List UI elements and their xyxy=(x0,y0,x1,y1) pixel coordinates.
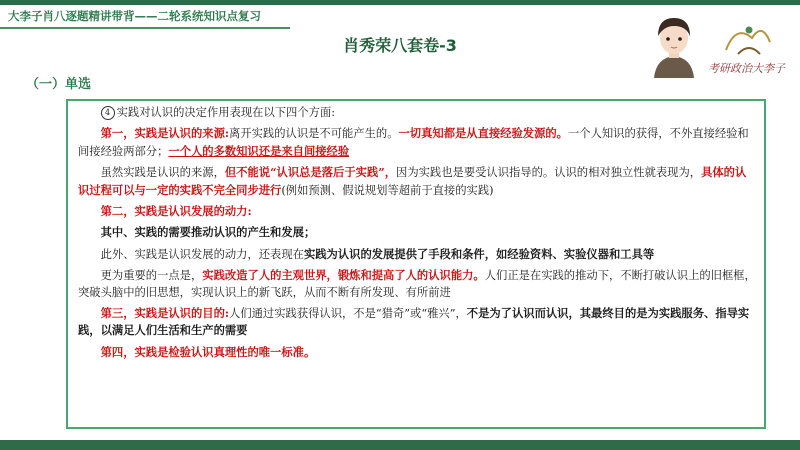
series-title-underline xyxy=(0,27,290,29)
subjective-world-paragraph: 更为重要的一点是，实践改造了人的主观世界，锻炼和提高了人的认识能力。人们正是在实践的推动下，不断打破认识上的旧框框，突破头脑中的旧思想，实现认识上的新飞跃，从而不断有所发现、有所前进 xyxy=(78,268,756,299)
relative-independence-paragraph: 虽然实践是认识的来源，但不能说“认识总是落后于实践”，因为实践也是要受认识指导的。认识的相对独立性就表现为，具体的认识过程可以与一定的实践不完全同步进行(例如预测、假说规划等超前于直接的实践) xyxy=(78,165,747,197)
point-one-paragraph: 第一，实践是认识的来源:离开实践的认识是不可能产生的。一切真知都是从直接经验发源的。一个人知识的获得，不外直接经验和间接经验两部分；一个人的多数知识还是来自间接经验 xyxy=(78,126,749,158)
page-title: 肖秀荣八套卷-3 xyxy=(343,36,457,55)
means-conditions-paragraph: 此外、实践是认识发展的动力，还表现在实践为认识的发展提供了手段和条件，如经验资料、实验仪器和工具等 xyxy=(100,246,655,261)
content-box xyxy=(66,99,766,429)
logo-text: 考研政治大李子 xyxy=(708,62,785,75)
point-four-paragraph: 第四，实践是检验认识真理性的唯一标准。 xyxy=(100,344,316,359)
top-accent-bar xyxy=(0,0,800,5)
brand-logo xyxy=(706,20,792,76)
logo-emblem xyxy=(706,20,792,76)
point-two-heading: 第二，实践是认识发展的动力: xyxy=(100,204,252,219)
section-label: （一）单选 xyxy=(26,77,92,92)
bottom-accent-bar xyxy=(0,440,800,450)
intro-line: 4 实践对认识的决定作用表现在以下四个方面: xyxy=(78,105,756,121)
series-title: 大李子肖八逐题精讲带背——二轮系统知识点复习 xyxy=(8,9,261,23)
needs-drive-paragraph: 其中、实践的需要推动认识的产生和发展； xyxy=(100,225,316,240)
point-three-paragraph: 第三，实践是认识的目的:人们通过实践获得认识，不是“猎奇”或“雅兴”，不是为了认识而认识，其最终目的是为实践服务、指导实践，以满足人们生活和生产的需要 xyxy=(78,306,750,338)
circled-number: 4 xyxy=(101,106,115,120)
teacher-avatar-illustration xyxy=(646,12,702,78)
